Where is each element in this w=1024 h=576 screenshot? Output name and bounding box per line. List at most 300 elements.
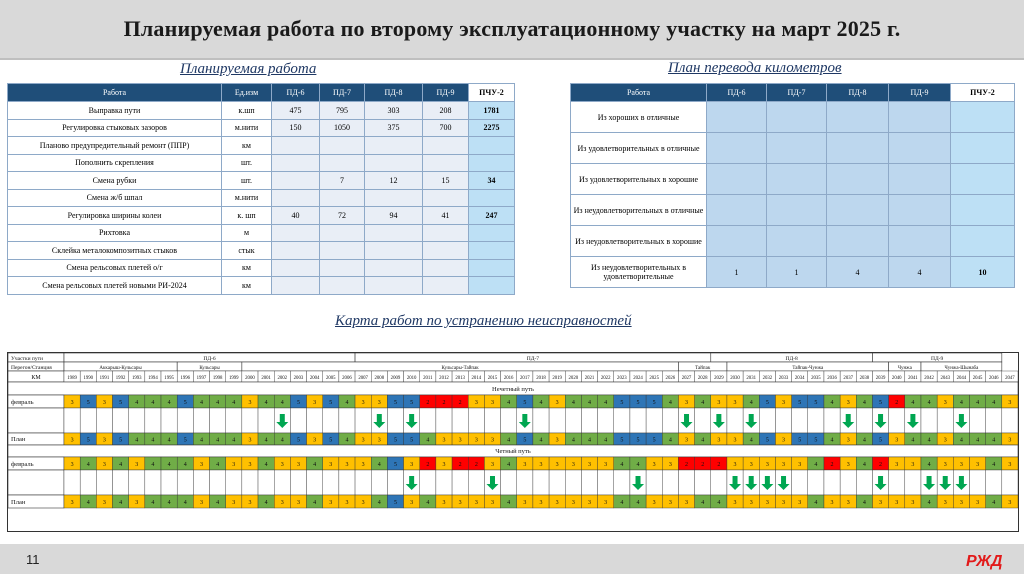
km-col-header: ПД-9 <box>889 84 951 102</box>
map-work-cell <box>889 408 905 433</box>
km-col-header: ПЧУ-2 <box>951 84 1015 102</box>
map-work-cell <box>598 470 614 495</box>
planned-cell: 41 <box>423 207 469 225</box>
map-rating-value: 3 <box>588 462 592 469</box>
planned-col-header: ПД-8 <box>365 84 423 102</box>
map-rating-value: 4 <box>927 500 931 507</box>
map-work-cell <box>792 470 808 495</box>
map-km-label: 2027 <box>681 376 692 381</box>
map-rating-value: 4 <box>976 437 980 444</box>
map-rating-value: 4 <box>86 462 90 469</box>
map-km-label: 2003 <box>293 376 304 381</box>
map-rating-value: 3 <box>102 437 106 444</box>
planned-cell: 247 <box>469 207 515 225</box>
map-rating-value: 4 <box>199 400 203 407</box>
map-km-label: 2040 <box>891 376 902 381</box>
map-km-label: 2020 <box>568 376 579 381</box>
km-row <box>571 226 1015 257</box>
planned-cell: м <box>222 224 272 242</box>
planned-row <box>8 224 515 242</box>
planned-cell: м.нити <box>222 189 272 207</box>
map-rating-value: 4 <box>216 462 220 469</box>
planned-cell: Регулировка ширины колеи <box>8 207 222 225</box>
map-rating-value: 5 <box>410 400 414 407</box>
map-rating-value: 4 <box>151 437 155 444</box>
planned-cell <box>272 172 320 190</box>
km-cell <box>951 195 1015 226</box>
map-work-cell <box>808 470 824 495</box>
map-work-cell <box>468 408 484 433</box>
map-work-cell <box>695 408 711 433</box>
map-rating-value: 4 <box>183 462 187 469</box>
map-rating-value: 3 <box>1008 500 1012 507</box>
map-rating-value: 4 <box>701 437 705 444</box>
map-rating-value: 3 <box>523 500 527 507</box>
planned-cell <box>272 259 320 277</box>
map-rating-value: 4 <box>119 462 123 469</box>
map-rating-value: 3 <box>571 462 575 469</box>
map-rating-value: 3 <box>361 437 365 444</box>
planned-cell <box>365 259 423 277</box>
map-work-cell <box>614 408 630 433</box>
map-km-label: 2007 <box>358 376 368 381</box>
map-rating-value: 4 <box>862 500 866 507</box>
map-work-cell <box>177 408 193 433</box>
km-row <box>571 195 1015 226</box>
map-rating-value: 4 <box>814 462 818 469</box>
map-rating-value: 4 <box>216 500 220 507</box>
map-rating-value: 5 <box>652 400 656 407</box>
km-cell <box>827 102 889 133</box>
map-work-cell <box>630 408 646 433</box>
map-rating-value: 3 <box>685 500 689 507</box>
map-rating-value: 5 <box>814 400 818 407</box>
map-km-label: 2019 <box>552 376 562 381</box>
km-cell: Из удовлетворительных в хорошие <box>571 164 707 195</box>
planned-col-header: ПЧУ-2 <box>469 84 515 102</box>
planned-cell <box>272 189 320 207</box>
map-rating-value: 3 <box>296 462 300 469</box>
planned-row <box>8 189 515 207</box>
planned-cell: шт. <box>222 154 272 172</box>
map-rating-value: 3 <box>135 462 139 469</box>
map-work-cell <box>96 470 112 495</box>
km-row <box>571 133 1015 164</box>
map-rating-value: 4 <box>992 400 996 407</box>
planned-cell: 94 <box>365 207 423 225</box>
map-work-cell <box>581 408 597 433</box>
km-cell: Из удовлетворительных в отличные <box>571 133 707 164</box>
map-rating-value: 2 <box>895 400 899 407</box>
map-km-label: 2036 <box>827 376 837 381</box>
map-work-cell <box>436 470 452 495</box>
map-km-label: 2024 <box>633 376 643 381</box>
map-work-cell <box>549 470 565 495</box>
km-cell: Из неудовлетворительных в отличные <box>571 195 707 226</box>
map-work-cell <box>274 470 290 495</box>
map-rating-value: 3 <box>345 500 349 507</box>
planned-cell: 12 <box>365 172 423 190</box>
map-km-label: 1996 <box>180 376 191 381</box>
planned-cell: 34 <box>469 172 515 190</box>
map-rating-value: 3 <box>248 437 252 444</box>
map-rating-value: 5 <box>393 462 397 469</box>
planned-cell: 7 <box>320 172 365 190</box>
map-rating-value: 3 <box>490 462 494 469</box>
map-station-label: Чунжа-Шынаба <box>944 366 979 371</box>
map-work-cell <box>80 470 96 495</box>
map-rating-value: 3 <box>442 500 446 507</box>
map-rating-value: 3 <box>976 500 980 507</box>
map-rating-value: 3 <box>911 462 915 469</box>
map-work-cell <box>1002 470 1018 495</box>
planned-cell <box>272 242 320 260</box>
map-km-label: 2041 <box>908 376 918 381</box>
map-rating-value: 3 <box>329 500 333 507</box>
map-work-cell <box>226 470 242 495</box>
map-work-cell <box>129 470 145 495</box>
map-rating-value: 3 <box>345 462 349 469</box>
planned-cell: км <box>222 259 272 277</box>
map-rating-value: 4 <box>959 400 963 407</box>
map-rating-value: 3 <box>733 437 737 444</box>
planned-cell: стык <box>222 242 272 260</box>
map-km-label: 2026 <box>665 376 676 381</box>
map-rating-value: 4 <box>992 500 996 507</box>
planned-cell <box>469 242 515 260</box>
map-km-label: 2037 <box>843 376 854 381</box>
map-rating-value: 4 <box>377 500 381 507</box>
planned-cell: Планово предупредительный ремонт (ППР) <box>8 137 222 155</box>
km-plan-heading: План перевода километров <box>668 60 842 76</box>
map-rating-value: 3 <box>555 400 559 407</box>
map-rating-value: 4 <box>507 437 511 444</box>
map-km-label: 2045 <box>972 376 983 381</box>
map-section-label: ПД-7 <box>526 356 540 362</box>
map-rating-value: 4 <box>636 500 640 507</box>
map-rating-value: 3 <box>199 500 203 507</box>
map-work-cell <box>323 408 339 433</box>
map-rating-value: 5 <box>296 400 300 407</box>
map-work-cell <box>856 408 872 433</box>
map-row-label-cell <box>8 470 64 495</box>
map-rating-value: 3 <box>555 500 559 507</box>
map-work-cell <box>662 408 678 433</box>
map-rating-value: 4 <box>135 400 139 407</box>
map-rating-value: 4 <box>280 400 284 407</box>
planned-cell <box>365 242 423 260</box>
map-rating-value: 3 <box>685 437 689 444</box>
map-rating-value: 3 <box>943 437 947 444</box>
map-rating-value: 3 <box>361 462 365 469</box>
map-km-label: 2005 <box>325 376 336 381</box>
map-work-cell <box>177 470 193 495</box>
map-km-label: 1993 <box>131 376 142 381</box>
map-work-cell <box>64 408 80 433</box>
map-work-cell <box>323 470 339 495</box>
km-cell <box>889 195 951 226</box>
map-km-label: 2009 <box>390 376 401 381</box>
planned-cell: Выправка пути <box>8 102 222 120</box>
map-rating-value: 3 <box>70 462 74 469</box>
map-km-label: 2008 <box>374 376 385 381</box>
km-cell: Из хороших в отличные <box>571 102 707 133</box>
map-rating-value: 3 <box>70 500 74 507</box>
map-rating-value: 4 <box>264 400 268 407</box>
map-km-label: 1997 <box>196 376 207 381</box>
planned-cell: к. шп <box>222 207 272 225</box>
map-rating-value: 4 <box>345 400 349 407</box>
map-rating-value: 4 <box>264 462 268 469</box>
map-work-cell <box>242 408 258 433</box>
map-rating-value: 3 <box>199 462 203 469</box>
map-work-cell <box>242 470 258 495</box>
km-cell <box>767 164 827 195</box>
map-rating-value: 4 <box>717 500 721 507</box>
map-rating-value: 4 <box>668 400 672 407</box>
map-work-cell <box>1002 408 1018 433</box>
map-work-cell <box>889 470 905 495</box>
km-cell <box>707 133 767 164</box>
map-work-cell <box>161 470 177 495</box>
planned-cell: 150 <box>272 119 320 137</box>
map-work-cell <box>339 408 355 433</box>
map-km-label: 2033 <box>778 376 789 381</box>
map-rating-value: 4 <box>992 462 996 469</box>
map-rating-value: 4 <box>151 400 155 407</box>
km-col-header: ПД-7 <box>767 84 827 102</box>
map-work-cell <box>193 470 209 495</box>
map-rating-value: 5 <box>296 437 300 444</box>
map-rating-value: 3 <box>717 400 721 407</box>
map-rating-value: 3 <box>410 462 414 469</box>
map-rating-value: 5 <box>393 400 397 407</box>
map-rating-value: 3 <box>248 400 252 407</box>
planned-cell: 700 <box>423 119 469 137</box>
map-rating-value: 5 <box>523 437 527 444</box>
page-title: Планируемая работа по второму эксплуатационному участку на март 2025 г. <box>123 16 901 41</box>
map-track-label: Нечетный путь <box>492 385 534 393</box>
map-rating-value: 4 <box>345 437 349 444</box>
map-work-cell <box>905 470 921 495</box>
planned-cell: м.нити <box>222 119 272 137</box>
map-rating-value: 3 <box>798 500 802 507</box>
map-row-label-cell <box>8 408 64 433</box>
map-rating-value: 3 <box>798 462 802 469</box>
map-rating-value: 3 <box>943 500 947 507</box>
map-rating-value: 4 <box>264 437 268 444</box>
map-rating-value: 4 <box>539 437 543 444</box>
map-work-cell <box>371 470 387 495</box>
map-rating-value: 5 <box>119 400 123 407</box>
map-rating-value: 3 <box>232 462 236 469</box>
map-rating-value: 3 <box>588 500 592 507</box>
map-rating-value: 3 <box>765 462 769 469</box>
map-rating-value: 4 <box>167 462 171 469</box>
km-cell <box>889 133 951 164</box>
map-work-cell <box>113 470 129 495</box>
map-rating-value: 2 <box>442 400 446 407</box>
map-rating-value: 3 <box>474 500 478 507</box>
map-km-label: 2029 <box>714 376 724 381</box>
map-rating-value: 3 <box>329 462 333 469</box>
planned-col-header: ПД-9 <box>423 84 469 102</box>
map-work-cell <box>533 408 549 433</box>
map-rating-value: 4 <box>313 462 317 469</box>
km-cell <box>707 164 767 195</box>
map-rating-value: 5 <box>523 400 527 407</box>
map-rating-value: 4 <box>927 400 931 407</box>
km-cell: 1 <box>767 257 827 288</box>
planned-cell <box>272 224 320 242</box>
map-work-cell <box>840 470 856 495</box>
map-rating-value: 3 <box>895 500 899 507</box>
map-work-cell <box>210 470 226 495</box>
footer-bar <box>0 544 1024 574</box>
map-rating-value: 3 <box>539 462 543 469</box>
map-rating-value: 4 <box>588 437 592 444</box>
planned-row <box>8 242 515 260</box>
map-rating-value: 3 <box>555 437 559 444</box>
map-work-cell <box>420 408 436 433</box>
map-rating-value: 4 <box>135 437 139 444</box>
map-km-label: 2012 <box>439 376 449 381</box>
map-work-cell <box>290 408 306 433</box>
map-km-label: 2025 <box>649 376 659 381</box>
map-rating-value: 3 <box>313 437 317 444</box>
map-row-label: КМ <box>31 375 41 381</box>
planned-row <box>8 207 515 225</box>
map-rating-value: 4 <box>701 400 705 407</box>
map-row-label: План <box>11 436 26 444</box>
map-rating-value: 5 <box>798 437 802 444</box>
km-cell: 4 <box>889 257 951 288</box>
map-work-cell <box>161 408 177 433</box>
map-rating-value: 3 <box>490 500 494 507</box>
map-station-label: Тайпак-Чунжа <box>792 366 824 371</box>
map-rating-value: 3 <box>490 400 494 407</box>
map-rating-value: 3 <box>846 400 850 407</box>
map-rating-value: 3 <box>668 500 672 507</box>
map-row-label: февраль <box>11 460 34 468</box>
map-rating-value: 4 <box>927 437 931 444</box>
planned-cell <box>423 259 469 277</box>
map-rating-value: 4 <box>636 462 640 469</box>
map-km-label: 1995 <box>164 376 174 381</box>
map-rating-value: 3 <box>410 500 414 507</box>
map-rating-value: 3 <box>685 400 689 407</box>
map-km-label: 2028 <box>697 376 708 381</box>
map-rating-value: 4 <box>539 400 543 407</box>
map-rating-value: 4 <box>668 437 672 444</box>
planned-cell: 475 <box>272 102 320 120</box>
planned-cell: Смена ж/б шпал <box>8 189 222 207</box>
planned-cell <box>423 137 469 155</box>
map-work-cell <box>646 408 662 433</box>
map-km-label: 2023 <box>617 376 627 381</box>
map-rating-value: 5 <box>183 400 187 407</box>
planned-work-table <box>7 83 515 295</box>
planned-cell <box>469 224 515 242</box>
planned-cell <box>469 259 515 277</box>
km-cell: 10 <box>951 257 1015 288</box>
map-rating-value: 3 <box>943 462 947 469</box>
planned-cell <box>320 242 365 260</box>
map-rating-value: 5 <box>410 437 414 444</box>
map-rating-value: 3 <box>879 500 883 507</box>
map-work-cell <box>646 470 662 495</box>
map-work-cell <box>775 408 791 433</box>
planned-cell <box>272 154 320 172</box>
map-work-cell <box>759 408 775 433</box>
map-rating-value: 5 <box>183 437 187 444</box>
map-work-cell <box>226 408 242 433</box>
map-work-cell <box>113 408 129 433</box>
map-rating-value: 4 <box>216 400 220 407</box>
km-cell: Из неудовлетворительных в удовлетворительные <box>571 257 707 288</box>
map-km-label: 1989 <box>67 376 77 381</box>
map-heading: Карта работ по устранению неисправностей <box>335 313 632 329</box>
map-km-label: 2039 <box>875 376 886 381</box>
planned-row <box>8 154 515 172</box>
map-km-label: 1994 <box>148 376 158 381</box>
map-rating-value: 3 <box>782 462 786 469</box>
map-rating-value: 4 <box>199 437 203 444</box>
map-work-cell <box>339 470 355 495</box>
map-section-label: ПД-9 <box>930 356 944 362</box>
map-rating-value: 2 <box>701 462 705 469</box>
km-cell <box>951 164 1015 195</box>
map-rating-value: 5 <box>879 400 883 407</box>
map-rating-value: 4 <box>119 500 123 507</box>
km-cell <box>951 133 1015 164</box>
map-rating-value: 5 <box>652 437 656 444</box>
map-rating-value: 4 <box>507 500 511 507</box>
map-rating-value: 5 <box>329 437 333 444</box>
map-rating-value: 4 <box>749 400 753 407</box>
map-work-cell <box>258 470 274 495</box>
map-rating-value: 3 <box>911 500 915 507</box>
map-rating-value: 3 <box>377 400 381 407</box>
map-work-cell <box>614 470 630 495</box>
planned-row <box>8 277 515 295</box>
map-km-label: 2030 <box>730 376 740 381</box>
km-cell <box>889 102 951 133</box>
map-rating-value: 3 <box>490 437 494 444</box>
map-work-cell <box>258 408 274 433</box>
map-km-label: 2043 <box>940 376 951 381</box>
fault-map <box>7 352 1019 532</box>
planned-cell <box>365 189 423 207</box>
map-rating-value: 3 <box>830 500 834 507</box>
map-rating-value: 3 <box>717 437 721 444</box>
map-rating-value: 4 <box>620 462 624 469</box>
map-work-cell <box>420 470 436 495</box>
planned-cell <box>469 137 515 155</box>
map-rating-value: 4 <box>588 400 592 407</box>
map-rating-value: 3 <box>749 462 753 469</box>
map-km-label: 2014 <box>471 376 482 381</box>
planned-cell: 208 <box>423 102 469 120</box>
page-number: 11 <box>26 552 40 567</box>
planned-cell <box>320 224 365 242</box>
map-rating-value: 5 <box>879 437 883 444</box>
km-cell <box>767 133 827 164</box>
map-work-cell <box>452 470 468 495</box>
planned-cell <box>423 189 469 207</box>
map-station-label: Кульсары <box>199 366 220 371</box>
map-work-cell <box>484 408 500 433</box>
